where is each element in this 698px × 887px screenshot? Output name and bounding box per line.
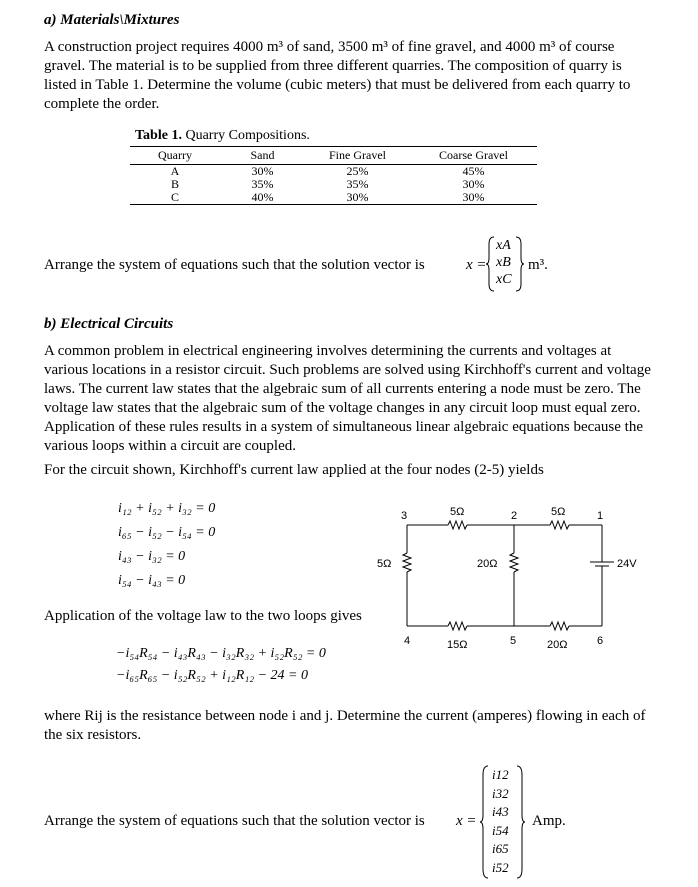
table-header: Sand	[250, 148, 275, 162]
kvl-intro: Application of the voltage law to the two loops gives	[44, 608, 362, 624]
resistor-r32	[448, 521, 467, 529]
vector-entry: xA	[496, 238, 511, 253]
r21-label: 5Ω	[551, 506, 566, 518]
kvl-equation: −i₆₅R₆₅ − i₅₂R₅₂ + i₁₂R₁₂ − 24 = 0	[116, 668, 308, 683]
source-label: 24V	[617, 558, 637, 570]
table-cell: 35%	[251, 177, 274, 191]
part-a-unit: m³.	[528, 257, 548, 273]
table-caption	[135, 128, 310, 144]
resistor-r21	[550, 521, 569, 529]
table-cell: B	[170, 177, 179, 191]
kcl-intro: For the circuit shown, Kirchhoff's current law applied at the four nodes (2-5) yields	[44, 462, 544, 478]
resistor-r25	[510, 553, 518, 572]
vector-entry: i65	[492, 841, 509, 856]
table-cell: A	[170, 164, 180, 178]
r56-label: 20Ω	[547, 639, 568, 651]
kcl-equation: i₄₃ − i₃₂ = 0	[118, 549, 186, 564]
right-brace-icon	[514, 236, 524, 292]
table-header: Fine Gravel	[329, 148, 386, 162]
table-cell: 30%	[251, 164, 274, 178]
vector-entry: i54	[492, 822, 509, 838]
table-cell: 40%	[251, 190, 274, 204]
kcl-equations	[118, 497, 215, 593]
table-cell: 35%	[346, 177, 369, 191]
node-label-3: 3	[401, 510, 408, 522]
left-brace-icon	[480, 765, 490, 879]
table-header: Quarry	[158, 148, 192, 162]
kcl-equation: i₆₅ − i₅₂ − i₅₄ = 0	[118, 525, 216, 540]
kcl-equation: i₅₄ − i₄₃ = 0	[118, 573, 186, 588]
r34-label: 5Ω	[377, 558, 392, 570]
part-b-arrange-text: Arrange the system of equations such that the solution vector is	[44, 813, 425, 829]
table-cell: 30%	[462, 177, 485, 191]
vector-entry: i32	[492, 785, 509, 801]
vector-entry: i43	[492, 804, 509, 819]
resistor-r45	[448, 622, 467, 630]
where-text: where Rij is the resistance between node i and j. Determine the current (amperes) flowing in each of the six resistors.	[44, 708, 646, 743]
left-brace-icon	[486, 236, 496, 292]
table-row	[130, 191, 537, 205]
table-header: Coarse Gravel	[439, 148, 508, 162]
vector-entry: xB	[496, 255, 511, 270]
part-b-vector-lhs: x =	[456, 813, 477, 829]
r32-label: 5Ω	[450, 506, 465, 518]
table-cell: 25%	[346, 164, 369, 178]
part-a-arrange-text: Arrange the system of equations such that the solution vector is	[44, 257, 425, 273]
part-a-vector	[496, 237, 512, 288]
part-a-paragraph: A construction project requires 4000 m³ of sand, 3500 m³ of fine gravel, and 4000 m³ of course gravel. The material is to be supplied from three different quarries. The composition of quarry is listed in Table 1. Determine the volume (cubic meters) that must be delivered from each quarry to complete the order.	[44, 39, 631, 112]
part-b-vector	[492, 766, 509, 877]
node-label-6: 6	[597, 635, 604, 647]
node-label-5: 5	[510, 635, 517, 647]
vector-entry: xC	[496, 272, 512, 287]
kcl-equation: i₁₂ + i₅₂ + i₃₂ = 0	[118, 501, 216, 516]
node-label-2: 2	[511, 510, 518, 522]
part-b-unit: Amp.	[532, 813, 566, 829]
r25-label: 20Ω	[477, 558, 498, 570]
part-b-paragraph: A common problem in electrical engineering involves determining the currents and voltages at various locations in a resistor circuit. Such problems are solved using Kirchhoff's current and voltage laws. The current law states that the algebraic sum of all currents entering a node must be zero. The voltage law states that the algebraic sum of the voltage changes in any circuit loop must equal zero. Application of these rules results in a system of simultaneous linear algebraic equations because the various loops within a circuit are coupled.	[44, 343, 651, 454]
table-cell: C	[170, 190, 179, 204]
vector-entry: i52	[492, 859, 509, 875]
quarry-table	[130, 146, 537, 205]
node-label-4: 4	[404, 635, 411, 647]
node-label-1: 1	[597, 510, 604, 522]
table-caption-label: Table 1.	[135, 128, 182, 143]
resistor-r34	[403, 553, 411, 572]
vector-entry: i12	[492, 767, 509, 782]
kvl-equation: −i₅₄R₅₄ − i₄₃R₄₃ − i₃₂R₃₂ + i₅₂R₅₂ = 0	[116, 646, 326, 661]
table-caption-text: Quarry Compositions.	[185, 128, 310, 143]
right-brace-icon	[515, 765, 525, 879]
part-b-heading: b) Electrical Circuits	[44, 316, 174, 332]
part-a-vector-lhs: x =	[466, 257, 487, 273]
table-row	[130, 165, 537, 179]
kvl-equations	[116, 643, 326, 687]
r45-label: 15Ω	[447, 639, 468, 651]
table-cell: 45%	[462, 164, 485, 178]
table-cell: 30%	[346, 190, 369, 204]
circuit-diagram	[370, 495, 660, 660]
part-a-heading: a) Materials\Mixtures	[44, 12, 180, 28]
table-cell: 30%	[462, 190, 485, 204]
resistor-r56	[550, 622, 569, 630]
